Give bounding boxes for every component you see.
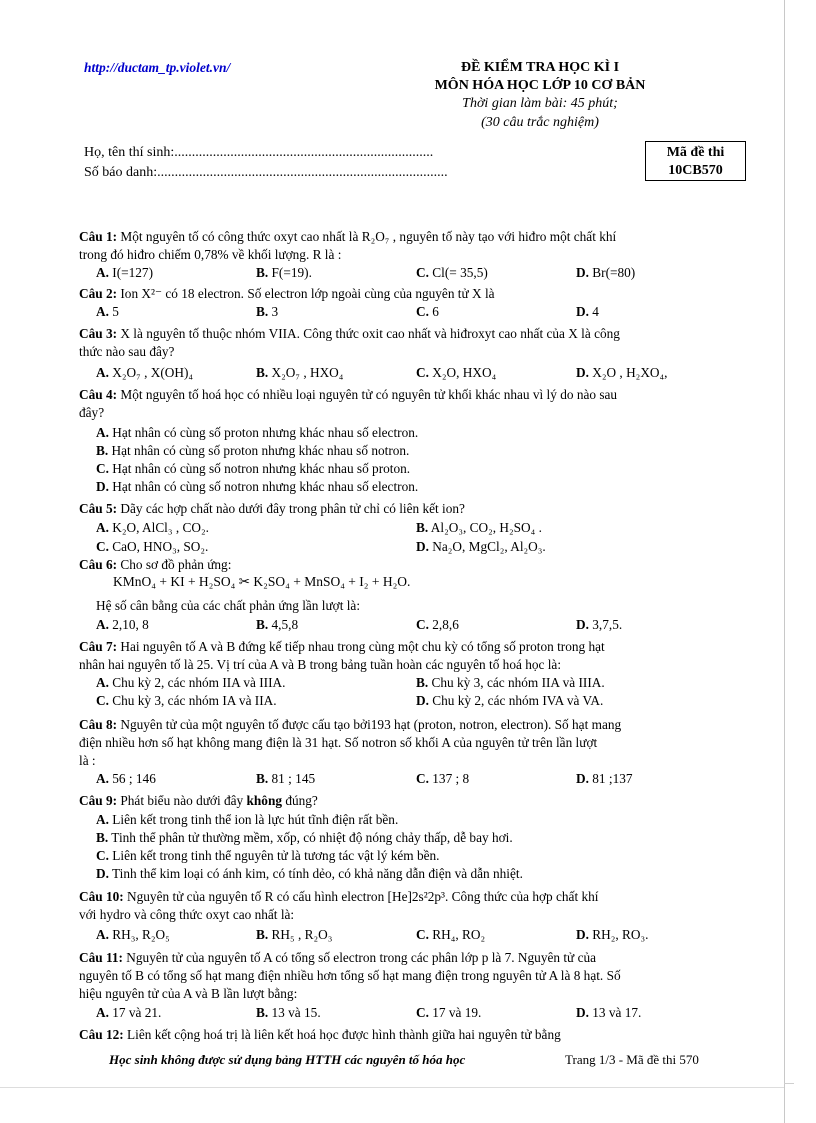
option-b[interactable]: B. Tinh thể phân tử thường mềm, xốp, có nhiệt độ nóng chảy thấp, dễ bay hơi.: [96, 830, 513, 845]
question-12: [79, 1026, 749, 1044]
option-c[interactable]: C. Cl(= 35,5): [416, 265, 488, 280]
answer-row: [96, 519, 756, 536]
question-text: hiệu nguyên tử của A và B lần lượt bằng:: [79, 986, 298, 1001]
crop-mark: [784, 1083, 794, 1084]
candidate-id-line: Số báo danh:...................................................................................: [84, 165, 448, 180]
question-8: [79, 716, 749, 734]
option-c[interactable]: C. CaO, HNO₃, SO₂.: [96, 539, 209, 554]
question-3: [79, 325, 749, 343]
question-text: Nguyên tử của nguyên tố R có cấu hình electron [He]2s²2p³. Công thức của hợp chất khí: [127, 889, 599, 904]
question-count: (30 câu trắc nghiệm): [481, 115, 599, 130]
page-number: Trang 1/3 - Mã đề thi 570: [565, 1052, 699, 1067]
option-b[interactable]: B. Al₂O₃, CO₂, H₂SO₄ .: [416, 520, 542, 535]
question-text: đây?: [79, 405, 105, 420]
question-5: [79, 500, 749, 518]
question-4: [79, 386, 749, 404]
question-1: [79, 228, 749, 246]
question-label: Câu 9:: [79, 793, 118, 808]
option-c[interactable]: C. 2,8,6: [416, 617, 459, 632]
question-text: Nguyên tử của nguyên tố A có tổng số electron trong các phân lớp p là 7. Nguyên tử của: [126, 950, 597, 965]
option-a[interactable]: A. RH₃, R₂O₅: [96, 927, 170, 942]
answer-row: [96, 770, 756, 787]
option-b[interactable]: B. RH₅ , R₂O₃: [256, 927, 333, 942]
question-text: X là nguyên tố thuộc nhóm VIIA. Công thức oxit cao nhất và hiđroxyt cao nhất của X là công: [120, 326, 620, 341]
question-text: thức nào sau đây?: [79, 344, 175, 359]
exam-code-label: Mã đề thi: [666, 145, 725, 160]
emphasis-not: không: [246, 793, 282, 808]
option-a[interactable]: A. Hạt nhân có cùng số proton nhưng khác nhau số electron.: [96, 425, 419, 440]
option-d[interactable]: D. Tinh thể kim loại có ánh kim, có tính dẻo, có khả năng dẫn điện và dẫn nhiệt.: [96, 866, 523, 881]
reaction-equation: KMnO₄ + KI + H₂SO₄ ✂ K₂SO₄ + MnSO₄ + I₂ + H₂O.: [113, 574, 411, 589]
option-c[interactable]: C. X₂O, HXO₄: [416, 365, 497, 380]
answer-row: [96, 364, 756, 381]
option-d[interactable]: D. Hạt nhân có cùng số notron nhưng khác nhau số electron.: [96, 479, 419, 494]
option-b[interactable]: B. 13 và 15.: [256, 1005, 321, 1020]
question-label: Câu 2:: [79, 286, 118, 301]
answer-row: [96, 538, 756, 555]
option-a[interactable]: A. Liên kết trong tinh thể ion là lực hút tĩnh điện rất bền.: [96, 812, 399, 827]
question-label: Câu 10:: [79, 889, 124, 904]
exam-time: Thời gian làm bài: 45 phút;: [462, 96, 618, 111]
option-c[interactable]: C. Hạt nhân có cùng số notron nhưng khác nhau số proton.: [96, 461, 411, 476]
option-c[interactable]: C. Chu kỳ 3, các nhóm IA và IIA.: [96, 693, 277, 708]
option-c[interactable]: C. Liên kết trong tinh thể nguyên tử là tương tác vật lý kém bền.: [96, 848, 440, 863]
question-text: với hydro và công thức oxyt cao nhất là:: [79, 907, 295, 922]
option-a[interactable]: A. 56 ; 146: [96, 771, 156, 786]
question-text: là :: [79, 753, 96, 768]
option-d[interactable]: D. 13 và 17.: [576, 1005, 642, 1020]
question-10: [79, 888, 749, 906]
question-label: Câu 7:: [79, 639, 118, 654]
exam-code-box: [645, 141, 746, 181]
option-a[interactable]: A. Chu kỳ 2, các nhóm IIA và IIIA.: [96, 675, 286, 690]
answer-row: [96, 674, 756, 691]
page-margin-line: [784, 0, 785, 1123]
question-text: Cho sơ đồ phản ứng:: [120, 557, 232, 572]
option-c[interactable]: C. RH₄, RO₂: [416, 927, 486, 942]
option-a[interactable]: A. X₂O₇ , X(OH)₄: [96, 365, 194, 380]
question-6: [79, 556, 749, 574]
question-text: Ion X²⁻ có 18 electron. Số electron lớp ngoài cùng của nguyên tử X là: [120, 286, 495, 301]
option-d[interactable]: D. 81 ;137: [576, 771, 633, 786]
option-b[interactable]: B. 3: [256, 304, 279, 319]
option-d[interactable]: D. Chu kỳ 2, các nhóm IVA và VA.: [416, 693, 604, 708]
candidate-name-line: Họ, tên thí sinh:..........................................................................: [84, 145, 434, 160]
option-b[interactable]: B. 4,5,8: [256, 617, 299, 632]
question-label: Câu 3:: [79, 326, 118, 341]
answer-row: [96, 616, 756, 633]
option-d[interactable]: D. Br(=80): [576, 265, 636, 280]
question-text: đúng?: [285, 793, 318, 808]
option-b[interactable]: B. 81 ; 145: [256, 771, 316, 786]
option-d[interactable]: D. X₂O , H₂XO₄,: [576, 365, 668, 380]
option-a[interactable]: A. 5: [96, 304, 119, 319]
option-b[interactable]: B. Hạt nhân có cùng số proton nhưng khác nhau số notron.: [96, 443, 410, 458]
question-label: Câu 5:: [79, 501, 118, 516]
question-text: nhân hai nguyên tố là 25. Vị trí của A và B trong bảng tuần hoàn các nguyên tố hoá học là:: [79, 657, 562, 672]
answer-row: [96, 264, 756, 281]
question-text: Một nguyên tố có công thức oxyt cao nhất là R₂O₇ , nguyên tố này tạo với hiđro một chất khí: [120, 229, 617, 244]
option-c[interactable]: C. 17 và 19.: [416, 1005, 482, 1020]
exam-code-value: 10CB570: [668, 163, 723, 178]
page-bottom-line: [0, 1087, 784, 1088]
question-label: Câu 11:: [79, 950, 123, 965]
question-text: trong đó hiđro chiếm 0,78% về khối lượng. R là :: [79, 247, 342, 262]
question-label: Câu 12:: [79, 1027, 124, 1042]
question-text: Nguyên tử của một nguyên tố được cấu tạo bởi193 hạt (proton, notron, electron). Số hạt mang: [120, 717, 622, 732]
option-b[interactable]: B. X₂O₇ , HXO₄: [256, 365, 344, 380]
option-b[interactable]: B. Chu kỳ 3, các nhóm IIA và IIIA.: [416, 675, 605, 690]
question-label: Câu 6:: [79, 557, 118, 572]
option-d[interactable]: D. 3,7,5.: [576, 617, 623, 632]
answer-row: [96, 926, 756, 943]
question-text: Phát biểu nào dưới đây: [120, 793, 244, 808]
question-11: [79, 949, 749, 967]
question-2: [79, 285, 749, 303]
question-text: Hệ số cân bằng của các chất phản ứng lần lượt là:: [96, 598, 361, 613]
question-text: nguyên tố B có tổng số hạt mang điện nhiều hơn tổng số hạt mang điện trong nguyên tử A là 8 hạt. Số: [79, 968, 621, 983]
option-a[interactable]: A. I(=127): [96, 265, 153, 280]
option-c[interactable]: C. 137 ; 8: [416, 771, 470, 786]
answer-row: [96, 1004, 756, 1021]
answer-row: [96, 303, 756, 320]
question-label: Câu 4:: [79, 387, 118, 402]
option-a[interactable]: A. K₂O, AlCl₃ , CO₂.: [96, 520, 209, 535]
exam-subject: MÔN HÓA HỌC LỚP 10 CƠ BẢN: [434, 78, 646, 93]
footer-note: Học sinh không được sử dụng bảng HTTH các nguyên tố hóa học: [109, 1052, 466, 1067]
question-9: [79, 792, 749, 810]
option-d[interactable]: D. Na₂O, MgCl₂, Al₂O₃.: [416, 539, 546, 554]
option-b[interactable]: B. F(=19).: [256, 265, 312, 280]
exam-title: ĐỀ KIỂM TRA HỌC KÌ I: [460, 60, 620, 75]
option-c[interactable]: C. 6: [416, 304, 439, 319]
option-a[interactable]: A. 17 và 21.: [96, 1005, 162, 1020]
answer-row: [96, 692, 756, 709]
question-text: Hai nguyên tố A và B đứng kế tiếp nhau trong cùng một chu kỳ có tổng số proton trong hạt: [120, 639, 605, 654]
question-text: Một nguyên tố hoá học có nhiều loại nguyên tử có nguyên tử khối khác nhau vì lý do nào sau: [120, 387, 618, 402]
option-a[interactable]: A. 2,10, 8: [96, 617, 149, 632]
option-d[interactable]: D. RH₂, RO₃.: [576, 927, 649, 942]
question-text: Dãy các hợp chất nào dưới đây trong phân tử chỉ có liên kết ion?: [120, 501, 465, 516]
question-label: Câu 8:: [79, 717, 118, 732]
question-text: Liên kết cộng hoá trị là liên kết hoá học được hình thành giữa hai nguyên tử bằng: [127, 1027, 561, 1042]
option-d[interactable]: D. 4: [576, 304, 599, 319]
question-label: Câu 1:: [79, 229, 118, 244]
source-url[interactable]: http://ductam_tp.violet.vn/: [84, 60, 231, 75]
question-7: [79, 638, 749, 656]
question-text: điện nhiều hơn số hạt không mang điện là 31 hạt. Số notron số khối A của nguyên tử trên lần lượt: [79, 735, 598, 750]
